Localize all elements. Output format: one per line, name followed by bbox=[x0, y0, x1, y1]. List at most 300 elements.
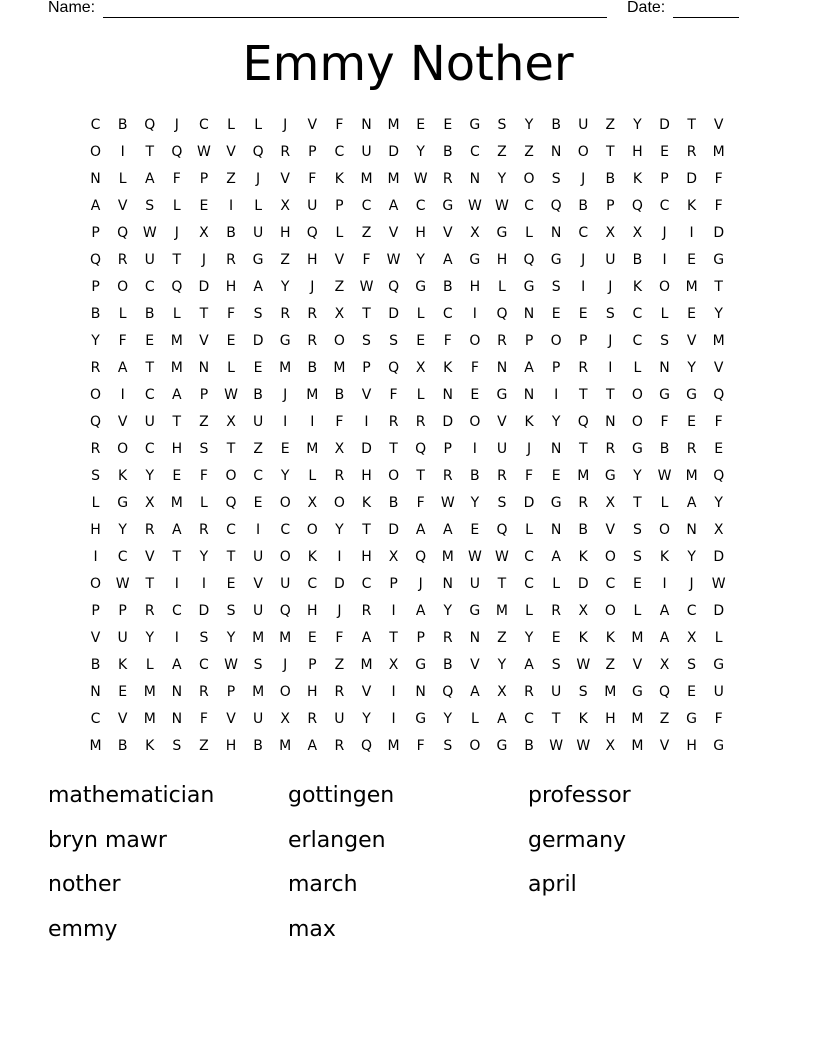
grid-letter[interactable]: B bbox=[90, 305, 101, 322]
grid-letter[interactable]: M bbox=[441, 548, 454, 565]
grid-letter[interactable]: T bbox=[578, 440, 588, 457]
grid-letter[interactable]: B bbox=[551, 116, 561, 133]
grid-letter[interactable]: H bbox=[171, 440, 183, 457]
grid-letter[interactable]: T bbox=[172, 251, 182, 268]
grid-letter[interactable]: Q bbox=[388, 278, 400, 295]
grid-letter[interactable]: D bbox=[388, 143, 399, 160]
grid-letter[interactable]: L bbox=[172, 197, 181, 214]
grid-letter[interactable]: Q bbox=[523, 251, 535, 268]
grid-letter[interactable]: T bbox=[199, 305, 209, 322]
grid-letter[interactable]: Q bbox=[252, 143, 264, 160]
grid-letter[interactable]: S bbox=[91, 467, 100, 484]
grid-letter[interactable]: S bbox=[687, 656, 697, 673]
grid-letter[interactable]: H bbox=[90, 521, 101, 538]
grid-letter[interactable]: X bbox=[659, 656, 670, 673]
grid-letter[interactable]: V bbox=[199, 332, 209, 349]
grid-letter[interactable]: Y bbox=[714, 305, 723, 322]
grid-letter[interactable]: O bbox=[90, 386, 102, 403]
grid-letter[interactable]: O bbox=[631, 386, 643, 403]
grid-letter[interactable]: Q bbox=[279, 602, 291, 619]
grid-letter[interactable]: W bbox=[576, 737, 591, 754]
grid-letter[interactable]: O bbox=[333, 494, 345, 511]
grid-letter[interactable]: G bbox=[713, 251, 725, 268]
grid-letter[interactable]: L bbox=[552, 575, 561, 592]
grid-letter[interactable]: V bbox=[90, 629, 101, 646]
grid-letter[interactable]: U bbox=[144, 413, 155, 430]
grid-letter[interactable]: C bbox=[199, 656, 209, 673]
grid-letter[interactable]: D bbox=[198, 602, 210, 619]
grid-letter[interactable]: A bbox=[497, 710, 507, 727]
grid-letter[interactable]: G bbox=[415, 656, 427, 673]
grid-letter[interactable]: O bbox=[279, 548, 291, 565]
grid-letter[interactable]: P bbox=[199, 386, 209, 403]
grid-letter[interactable]: R bbox=[334, 467, 345, 484]
grid-letter[interactable]: E bbox=[145, 332, 155, 349]
grid-letter[interactable]: N bbox=[686, 521, 697, 538]
grid-letter[interactable]: S bbox=[497, 116, 507, 133]
grid-letter[interactable]: N bbox=[442, 575, 453, 592]
grid-letter[interactable]: W bbox=[467, 197, 482, 214]
grid-letter[interactable]: C bbox=[361, 197, 372, 214]
grid-letter[interactable]: G bbox=[279, 332, 291, 349]
grid-letter[interactable]: D bbox=[713, 548, 725, 565]
grid-letter[interactable]: S bbox=[145, 197, 155, 214]
grid-letter[interactable]: Z bbox=[361, 224, 372, 241]
grid-letter[interactable]: Y bbox=[633, 467, 642, 484]
grid-letter[interactable]: C bbox=[578, 224, 589, 241]
grid-letter[interactable]: M bbox=[170, 359, 183, 376]
grid-letter[interactable]: B bbox=[253, 737, 263, 754]
grid-letter[interactable]: B bbox=[442, 278, 453, 295]
grid-letter[interactable]: H bbox=[632, 143, 643, 160]
grid-letter[interactable]: P bbox=[551, 359, 561, 376]
grid-letter[interactable]: P bbox=[524, 332, 534, 349]
grid-letter[interactable]: N bbox=[469, 170, 481, 187]
grid-letter[interactable]: K bbox=[578, 710, 588, 727]
grid-letter[interactable]: Y bbox=[280, 278, 290, 295]
grid-letter[interactable]: R bbox=[90, 440, 101, 457]
grid-letter[interactable]: J bbox=[581, 170, 586, 187]
grid-letter[interactable]: U bbox=[252, 548, 264, 565]
grid-letter[interactable]: J bbox=[174, 224, 179, 241]
grid-letter[interactable]: W bbox=[197, 143, 211, 160]
grid-letter[interactable]: W bbox=[711, 575, 726, 592]
grid-letter[interactable]: G bbox=[469, 251, 481, 268]
grid-letter[interactable]: D bbox=[713, 602, 725, 619]
grid-letter[interactable]: W bbox=[467, 548, 482, 565]
grid-letter[interactable]: X bbox=[334, 440, 345, 457]
grid-letter[interactable]: M bbox=[170, 494, 183, 511]
grid-letter[interactable]: C bbox=[90, 116, 101, 133]
grid-letter[interactable]: B bbox=[632, 251, 643, 268]
grid-letter[interactable]: V bbox=[713, 116, 724, 133]
grid-letter[interactable]: K bbox=[361, 494, 372, 511]
grid-letter[interactable]: V bbox=[226, 710, 236, 727]
grid-letter[interactable]: I bbox=[310, 413, 315, 430]
grid-letter[interactable]: D bbox=[659, 116, 670, 133]
grid-letter[interactable]: P bbox=[443, 440, 452, 457]
grid-letter[interactable]: H bbox=[361, 467, 372, 484]
grid-letter[interactable]: X bbox=[388, 548, 399, 565]
grid-letter[interactable]: Q bbox=[577, 413, 589, 430]
grid-letter[interactable]: X bbox=[605, 737, 616, 754]
grid-letter[interactable]: Q bbox=[360, 737, 372, 754]
grid-letter[interactable]: A bbox=[172, 386, 182, 403]
grid-letter[interactable]: C bbox=[361, 575, 372, 592]
grid-letter[interactable]: E bbox=[578, 305, 588, 322]
grid-letter[interactable]: O bbox=[117, 440, 129, 457]
grid-letter[interactable]: R bbox=[497, 332, 507, 349]
grid-letter[interactable]: B bbox=[442, 656, 453, 673]
grid-letter[interactable]: A bbox=[388, 197, 399, 214]
grid-letter[interactable]: O bbox=[550, 332, 562, 349]
grid-letter[interactable]: O bbox=[523, 170, 535, 187]
grid-letter[interactable]: A bbox=[442, 251, 453, 268]
grid-letter[interactable]: B bbox=[659, 440, 670, 457]
grid-letter[interactable]: P bbox=[199, 170, 209, 187]
grid-letter[interactable]: L bbox=[227, 359, 235, 376]
grid-letter[interactable]: X bbox=[280, 710, 290, 727]
grid-letter[interactable]: B bbox=[524, 737, 534, 754]
grid-letter[interactable]: D bbox=[388, 305, 399, 322]
grid-letter[interactable]: C bbox=[171, 602, 182, 619]
grid-letter[interactable]: Z bbox=[253, 440, 263, 457]
grid-letter[interactable]: O bbox=[469, 332, 481, 349]
grid-letter[interactable]: N bbox=[198, 359, 210, 376]
grid-letter[interactable]: T bbox=[389, 629, 398, 646]
grid-letter[interactable]: B bbox=[307, 359, 318, 376]
grid-letter[interactable]: G bbox=[496, 224, 508, 241]
grid-letter[interactable]: B bbox=[117, 737, 128, 754]
grid-letter[interactable]: E bbox=[551, 467, 561, 484]
grid-letter[interactable]: E bbox=[687, 305, 697, 322]
grid-letter[interactable]: A bbox=[470, 683, 480, 700]
grid-letter[interactable]: D bbox=[713, 224, 725, 241]
grid-letter[interactable]: V bbox=[117, 413, 128, 430]
grid-letter[interactable]: I bbox=[472, 440, 477, 457]
grid-letter[interactable]: M bbox=[712, 143, 725, 160]
grid-letter[interactable]: I bbox=[228, 197, 234, 214]
grid-letter[interactable]: F bbox=[335, 116, 344, 133]
grid-letter[interactable]: S bbox=[362, 332, 371, 349]
grid-letter[interactable]: Y bbox=[145, 629, 155, 646]
grid-letter[interactable]: E bbox=[660, 143, 669, 160]
grid-letter[interactable]: R bbox=[442, 629, 453, 646]
grid-letter[interactable]: E bbox=[443, 116, 453, 133]
grid-letter[interactable]: Y bbox=[714, 494, 723, 511]
grid-letter[interactable]: E bbox=[687, 683, 697, 700]
grid-letter[interactable]: Y bbox=[335, 521, 344, 538]
grid-letter[interactable]: O bbox=[659, 278, 671, 295]
grid-letter[interactable]: O bbox=[90, 143, 102, 160]
grid-letter[interactable]: Q bbox=[225, 494, 237, 511]
grid-letter[interactable]: K bbox=[578, 548, 588, 565]
grid-letter[interactable]: B bbox=[334, 386, 345, 403]
grid-letter[interactable]: O bbox=[117, 278, 129, 295]
grid-letter[interactable]: R bbox=[686, 440, 697, 457]
grid-letter[interactable]: R bbox=[280, 305, 291, 322]
grid-letter[interactable]: F bbox=[199, 467, 208, 484]
grid-letter[interactable]: Q bbox=[713, 386, 725, 403]
grid-letter[interactable]: A bbox=[551, 548, 561, 565]
grid-letter[interactable]: S bbox=[632, 521, 642, 538]
grid-letter[interactable]: K bbox=[145, 737, 155, 754]
grid-letter[interactable]: A bbox=[524, 359, 534, 376]
grid-letter[interactable]: T bbox=[578, 386, 588, 403]
grid-letter[interactable]: K bbox=[632, 170, 643, 187]
grid-letter[interactable]: S bbox=[389, 332, 399, 349]
grid-letter[interactable]: A bbox=[90, 197, 101, 214]
grid-letter[interactable]: D bbox=[577, 575, 589, 592]
grid-letter[interactable]: N bbox=[361, 116, 372, 133]
grid-letter[interactable]: Y bbox=[470, 494, 480, 511]
grid-letter[interactable]: E bbox=[551, 305, 561, 322]
grid-letter[interactable]: H bbox=[225, 737, 237, 754]
grid-letter[interactable]: Y bbox=[226, 629, 236, 646]
grid-letter[interactable]: X bbox=[307, 494, 318, 511]
grid-letter[interactable]: L bbox=[660, 305, 669, 322]
grid-letter[interactable]: K bbox=[578, 629, 588, 646]
grid-letter[interactable]: U bbox=[361, 143, 372, 160]
grid-letter[interactable]: O bbox=[388, 467, 400, 484]
grid-letter[interactable]: Y bbox=[524, 116, 534, 133]
grid-letter[interactable]: N bbox=[550, 143, 562, 160]
grid-letter[interactable]: A bbox=[172, 656, 182, 673]
grid-letter[interactable]: A bbox=[144, 170, 155, 187]
grid-letter[interactable]: Z bbox=[605, 656, 616, 673]
grid-letter[interactable]: H bbox=[415, 224, 426, 241]
grid-letter[interactable]: Z bbox=[334, 656, 345, 673]
grid-letter[interactable]: L bbox=[308, 467, 317, 484]
grid-letter[interactable]: L bbox=[416, 305, 425, 322]
grid-letter[interactable]: V bbox=[442, 224, 453, 241]
grid-letter[interactable]: H bbox=[469, 278, 481, 295]
grid-letter[interactable]: F bbox=[714, 170, 723, 187]
grid-letter[interactable]: I bbox=[364, 413, 369, 430]
grid-letter[interactable]: Z bbox=[497, 629, 507, 646]
grid-letter[interactable]: J bbox=[662, 224, 667, 241]
grid-letter[interactable]: C bbox=[659, 197, 670, 214]
grid-letter[interactable]: G bbox=[550, 251, 562, 268]
grid-letter[interactable]: R bbox=[90, 359, 101, 376]
grid-letter[interactable]: X bbox=[388, 656, 399, 673]
grid-letter[interactable]: Z bbox=[280, 251, 290, 268]
grid-letter[interactable]: T bbox=[389, 440, 398, 457]
grid-letter[interactable]: A bbox=[415, 521, 426, 538]
grid-letter[interactable]: N bbox=[659, 359, 670, 376]
grid-letter[interactable]: D bbox=[252, 332, 264, 349]
grid-letter[interactable]: K bbox=[687, 197, 697, 214]
grid-letter[interactable]: M bbox=[252, 629, 265, 646]
grid-letter[interactable]: Y bbox=[633, 116, 642, 133]
grid-letter[interactable]: H bbox=[307, 251, 318, 268]
grid-letter[interactable]: X bbox=[226, 413, 236, 430]
grid-letter[interactable]: M bbox=[360, 656, 373, 673]
grid-letter[interactable]: R bbox=[199, 683, 209, 700]
grid-letter[interactable]: G bbox=[713, 737, 725, 754]
grid-letter[interactable]: Q bbox=[306, 224, 318, 241]
grid-letter[interactable]: S bbox=[551, 656, 561, 673]
grid-letter[interactable]: Q bbox=[550, 197, 562, 214]
grid-letter[interactable]: Z bbox=[199, 413, 209, 430]
grid-letter[interactable]: M bbox=[631, 629, 644, 646]
grid-letter[interactable]: X bbox=[334, 305, 345, 322]
grid-letter[interactable]: V bbox=[334, 251, 345, 268]
grid-letter[interactable]: G bbox=[415, 278, 427, 295]
grid-letter[interactable]: I bbox=[120, 386, 125, 403]
grid-letter[interactable]: G bbox=[713, 656, 725, 673]
grid-letter[interactable]: P bbox=[606, 197, 615, 214]
grid-letter[interactable]: R bbox=[334, 683, 345, 700]
grid-letter[interactable]: W bbox=[576, 656, 591, 673]
grid-letter[interactable]: E bbox=[307, 629, 317, 646]
grid-letter[interactable]: U bbox=[469, 575, 480, 592]
grid-letter[interactable]: F bbox=[335, 629, 344, 646]
grid-letter[interactable]: M bbox=[685, 467, 698, 484]
grid-letter[interactable]: N bbox=[442, 386, 453, 403]
grid-letter[interactable]: F bbox=[660, 413, 669, 430]
grid-letter[interactable]: G bbox=[469, 602, 481, 619]
grid-letter[interactable]: R bbox=[442, 170, 453, 187]
grid-letter[interactable]: Z bbox=[497, 143, 507, 160]
grid-letter[interactable]: R bbox=[226, 251, 236, 268]
grid-letter[interactable]: Y bbox=[362, 710, 371, 727]
grid-letter[interactable]: T bbox=[551, 710, 561, 727]
grid-letter[interactable]: B bbox=[442, 143, 453, 160]
grid-letter[interactable]: T bbox=[714, 278, 723, 295]
grid-letter[interactable]: J bbox=[283, 656, 288, 673]
grid-letter[interactable]: R bbox=[442, 467, 453, 484]
grid-letter[interactable]: S bbox=[551, 170, 561, 187]
grid-letter[interactable]: J bbox=[283, 386, 288, 403]
grid-letter[interactable]: G bbox=[252, 251, 264, 268]
grid-letter[interactable]: Y bbox=[199, 548, 209, 565]
grid-letter[interactable]: C bbox=[524, 710, 534, 727]
grid-letter[interactable]: X bbox=[497, 683, 507, 700]
grid-letter[interactable]: T bbox=[606, 143, 615, 160]
grid-letter[interactable]: R bbox=[307, 710, 318, 727]
grid-letter[interactable]: M bbox=[631, 737, 644, 754]
grid-letter[interactable]: Q bbox=[117, 224, 129, 241]
grid-letter[interactable]: M bbox=[143, 710, 156, 727]
grid-letter[interactable]: C bbox=[469, 143, 480, 160]
grid-letter[interactable]: S bbox=[443, 737, 453, 754]
grid-letter[interactable]: G bbox=[415, 710, 427, 727]
grid-letter[interactable]: X bbox=[632, 224, 643, 241]
grid-letter[interactable]: R bbox=[524, 683, 534, 700]
grid-letter[interactable]: J bbox=[608, 278, 613, 295]
grid-letter[interactable]: M bbox=[306, 440, 319, 457]
grid-letter[interactable]: I bbox=[662, 251, 667, 268]
grid-letter[interactable]: I bbox=[201, 575, 206, 592]
grid-letter[interactable]: C bbox=[117, 548, 128, 565]
grid-letter[interactable]: M bbox=[279, 629, 292, 646]
grid-letter[interactable]: O bbox=[577, 143, 589, 160]
grid-letter[interactable]: L bbox=[633, 602, 642, 619]
grid-letter[interactable]: D bbox=[442, 413, 454, 430]
grid-letter[interactable]: M bbox=[387, 116, 400, 133]
grid-letter[interactable]: X bbox=[470, 224, 480, 241]
name-blank-line[interactable] bbox=[103, 17, 607, 18]
grid-letter[interactable]: R bbox=[578, 494, 589, 511]
grid-letter[interactable]: M bbox=[577, 467, 590, 484]
grid-letter[interactable]: L bbox=[227, 116, 235, 133]
grid-letter[interactable]: P bbox=[660, 170, 669, 187]
grid-letter[interactable]: E bbox=[253, 494, 263, 511]
grid-letter[interactable]: C bbox=[280, 521, 291, 538]
grid-letter[interactable]: F bbox=[308, 170, 317, 187]
grid-letter[interactable]: L bbox=[498, 278, 506, 295]
grid-letter[interactable]: Z bbox=[524, 143, 534, 160]
grid-letter[interactable]: T bbox=[497, 575, 507, 592]
grid-letter[interactable]: E bbox=[714, 440, 724, 457]
grid-letter[interactable]: M bbox=[604, 683, 617, 700]
grid-letter[interactable]: M bbox=[279, 359, 292, 376]
grid-letter[interactable]: C bbox=[605, 575, 616, 592]
grid-letter[interactable]: I bbox=[391, 710, 396, 727]
grid-letter[interactable]: X bbox=[415, 359, 426, 376]
grid-letter[interactable]: O bbox=[604, 602, 616, 619]
grid-letter[interactable]: W bbox=[224, 386, 238, 403]
grid-letter[interactable]: E bbox=[280, 440, 290, 457]
grid-letter[interactable]: N bbox=[90, 683, 101, 700]
grid-letter[interactable]: Z bbox=[199, 737, 209, 754]
grid-letter[interactable]: L bbox=[714, 629, 723, 646]
grid-letter[interactable]: P bbox=[308, 656, 317, 673]
grid-letter[interactable]: O bbox=[279, 683, 291, 700]
grid-letter[interactable]: K bbox=[524, 413, 534, 430]
grid-letter[interactable]: B bbox=[605, 170, 616, 187]
grid-letter[interactable]: G bbox=[631, 440, 643, 457]
grid-letter[interactable]: O bbox=[225, 467, 237, 484]
date-blank-line[interactable] bbox=[673, 17, 739, 18]
grid-letter[interactable]: N bbox=[171, 683, 183, 700]
grid-letter[interactable]: Y bbox=[497, 656, 507, 673]
grid-letter[interactable]: L bbox=[660, 494, 669, 511]
grid-letter[interactable]: S bbox=[605, 305, 615, 322]
grid-letter[interactable]: O bbox=[279, 494, 291, 511]
grid-letter[interactable]: S bbox=[660, 332, 669, 349]
grid-letter[interactable]: V bbox=[470, 656, 480, 673]
grid-letter[interactable]: U bbox=[252, 602, 264, 619]
grid-letter[interactable]: D bbox=[334, 575, 345, 592]
grid-letter[interactable]: H bbox=[279, 224, 291, 241]
grid-letter[interactable]: E bbox=[687, 413, 697, 430]
grid-letter[interactable]: I bbox=[283, 413, 288, 430]
grid-letter[interactable]: T bbox=[362, 521, 371, 538]
grid-letter[interactable]: A bbox=[524, 656, 534, 673]
grid-letter[interactable]: V bbox=[713, 359, 724, 376]
grid-letter[interactable]: M bbox=[360, 170, 373, 187]
grid-letter[interactable]: S bbox=[199, 440, 209, 457]
grid-letter[interactable]: Z bbox=[334, 278, 345, 295]
grid-letter[interactable]: V bbox=[388, 224, 399, 241]
grid-letter[interactable]: M bbox=[89, 737, 102, 754]
grid-letter[interactable]: U bbox=[252, 710, 264, 727]
grid-letter[interactable]: E bbox=[172, 467, 182, 484]
grid-letter[interactable]: R bbox=[307, 332, 318, 349]
grid-letter[interactable]: W bbox=[495, 197, 509, 214]
grid-letter[interactable]: M bbox=[143, 683, 156, 700]
grid-letter[interactable]: Q bbox=[90, 413, 102, 430]
grid-letter[interactable]: I bbox=[174, 629, 179, 646]
grid-letter[interactable]: M bbox=[252, 683, 265, 700]
grid-letter[interactable]: R bbox=[388, 413, 399, 430]
grid-letter[interactable]: F bbox=[118, 332, 127, 349]
grid-letter[interactable]: D bbox=[388, 521, 399, 538]
grid-letter[interactable]: L bbox=[118, 170, 127, 187]
grid-letter[interactable]: J bbox=[283, 116, 288, 133]
